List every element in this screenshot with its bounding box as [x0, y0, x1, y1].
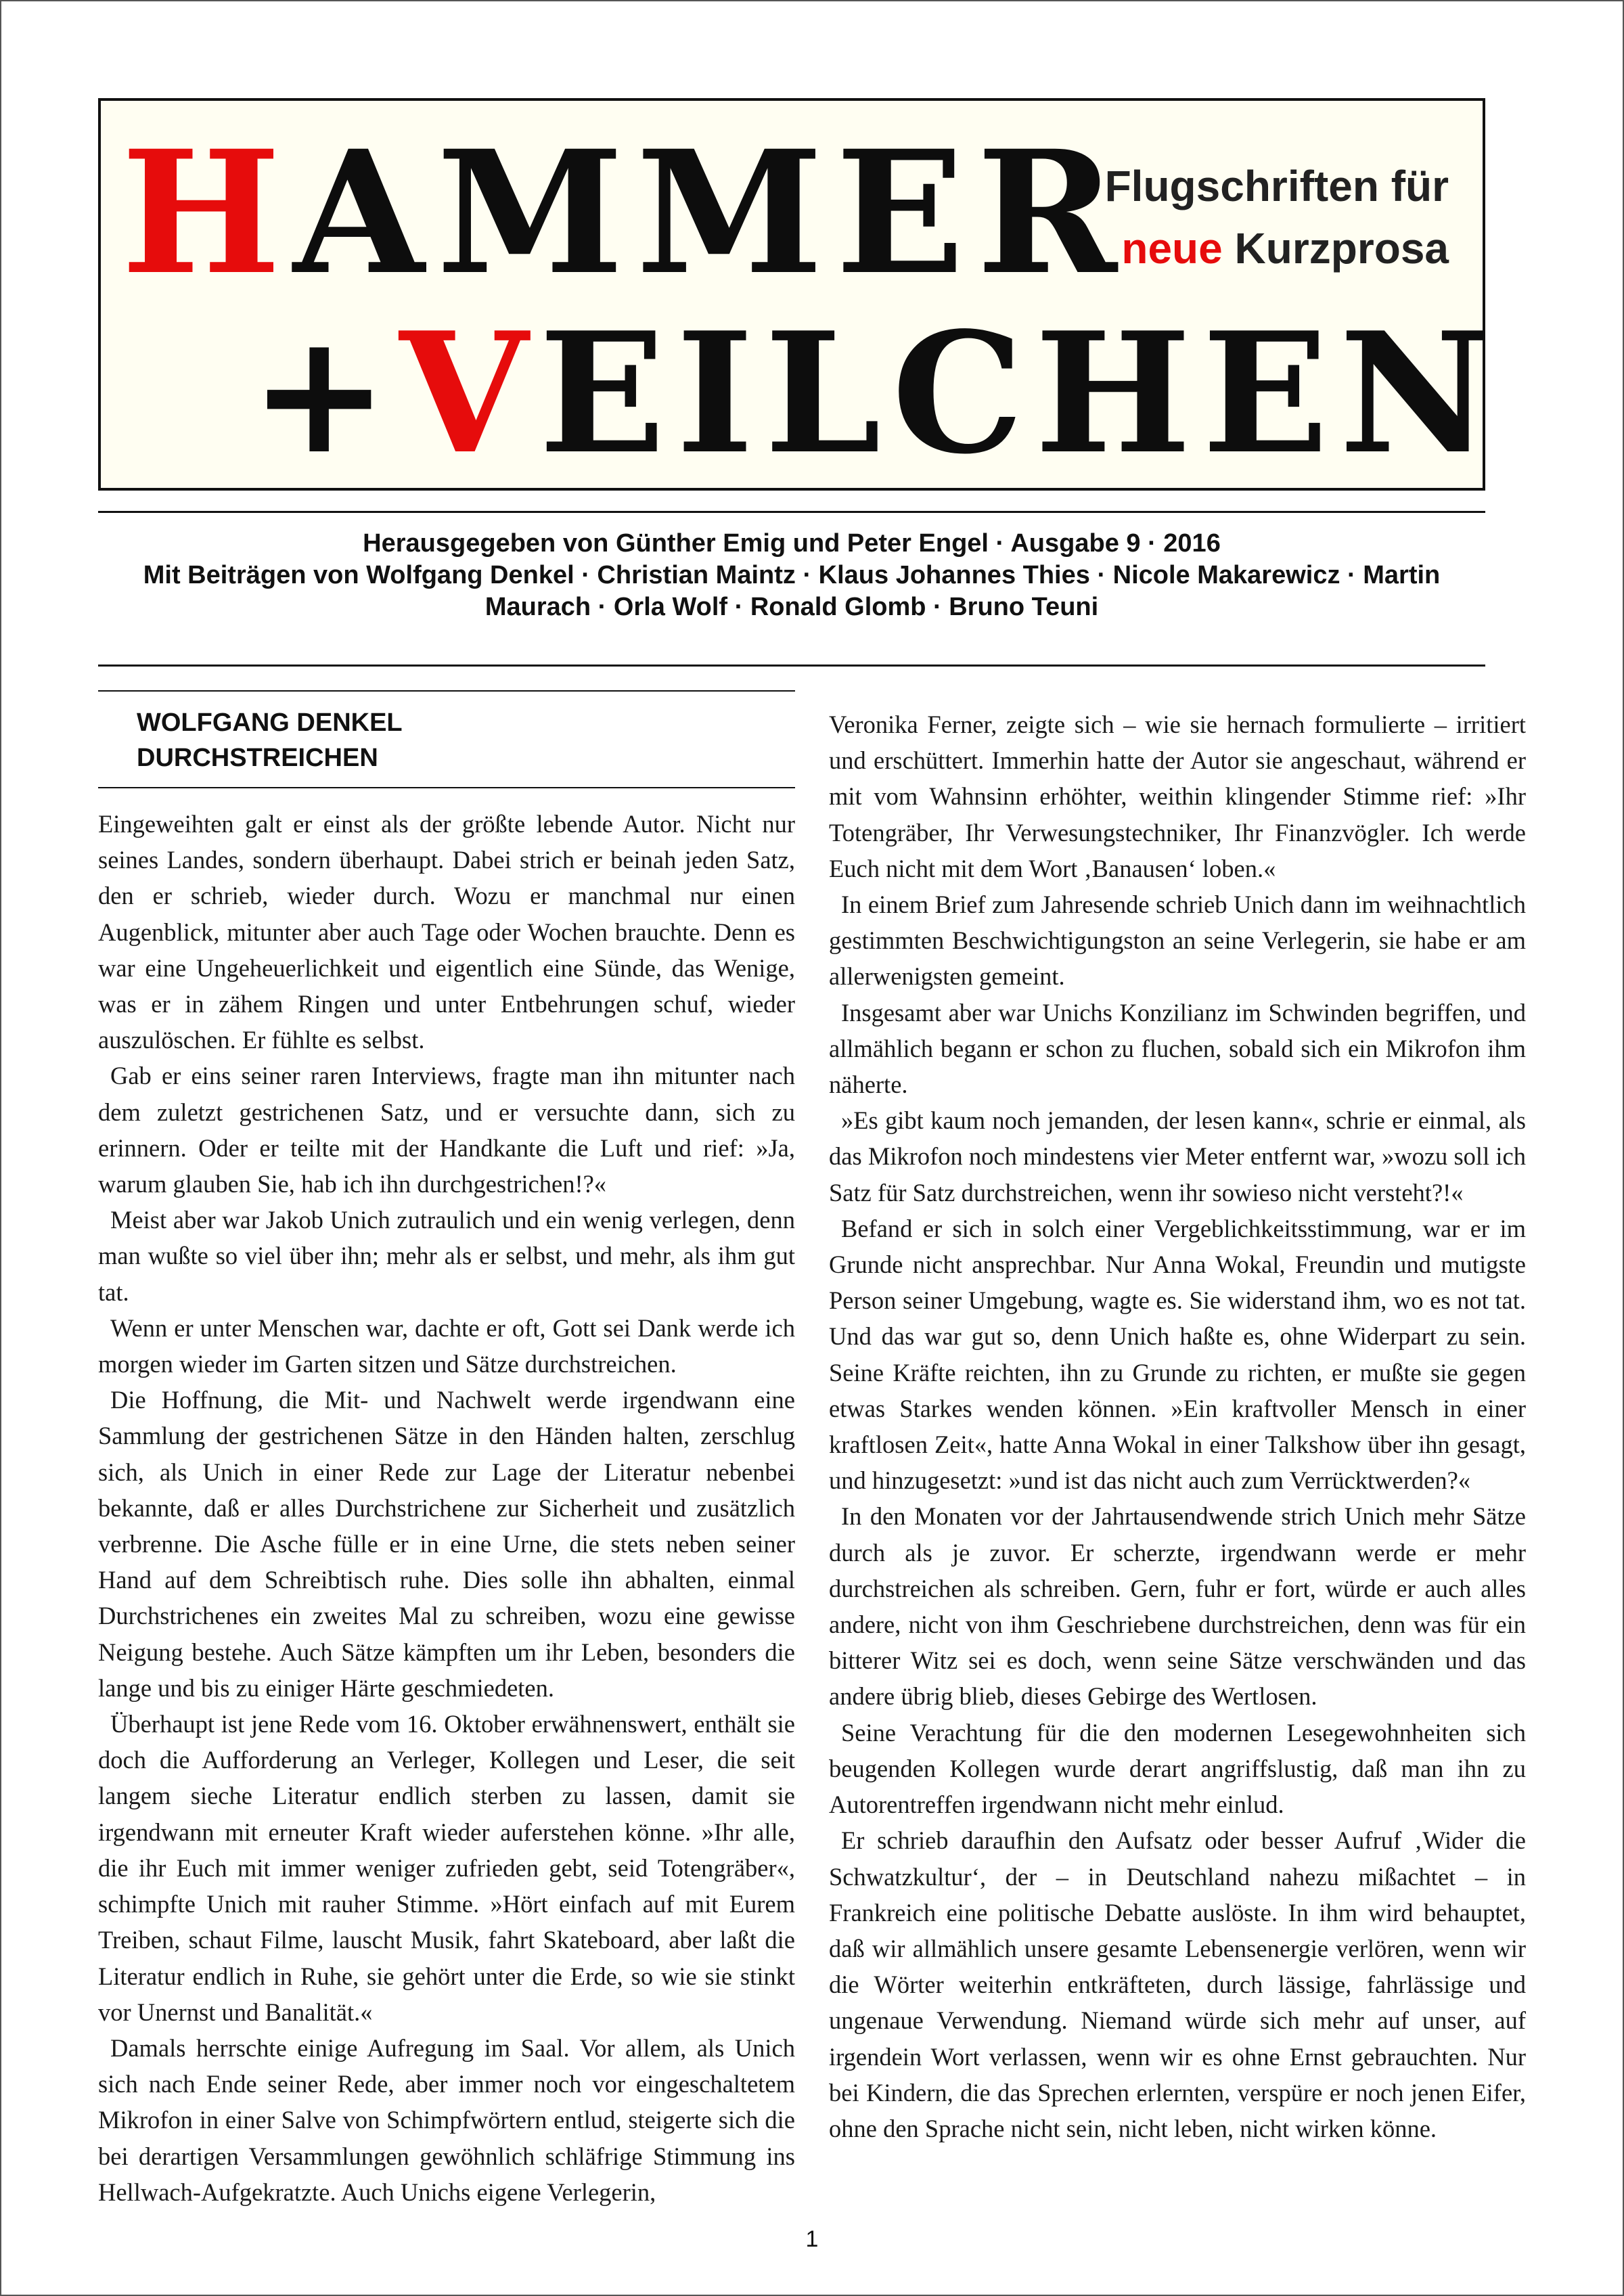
article-paragraph: Die Hoffnung, die Mit- und Nachwelt werde irgendwann eine Sammlung der gestrichenen Sätze in den Händen halten, zerschlug sich, als Unich in einer Rede zur Lage der Literatur nebenbei bekannte, daß er alles Durchstrichene zur Sicherheit und zusätzlich verbrenne. Die Asche fülle er in eine Urne, die stets neben seiner Hand auf dem Schreibtisch ruhe. Dies solle ihn abhalten, einmal Durchstrichenes ein zweites Mal zu schreiben, wozu eine gewisse Neigung bestehe. Auch Sätze kämpften um ihr Leben, besonders die lange und bis zu einiger Härte geschmiedeten.: [98, 1386, 795, 1702]
publishers-line: Herausgegeben von Günther Emig und Peter Engel · Ausgabe 9 · 2016: [363, 529, 1221, 558]
article-paragraph: Damals herrschte einige Aufregung im Saal. Vor allem, als Unich sich nach Ende seiner Rede, aber immer noch vor eingeschaltetem Mikrofon in einer Salve von Schimpfwörtern entlud, steigerte sich die bei derartigen Versammlungen gewöhnlich schläfrige Stimmung ins Hellwach-Aufgekratzte. Auch Unichs eigene Verlegerin,: [98, 2033, 795, 2206]
article-paragraph: Er schrieb daraufhin den Aufsatz oder besser Aufruf ‚Wider die Schwatzkultur‘, der – in Deutschland nahezu mißachtet – in Frankreich eine politische Debatte auslöste. In ihm wird behauptet, daß wir allmählich unsere gesamte Lebensenergie verlören, wenn wir die Wörter weiterhin entkräfteten, durch lässige, fahrlässige und ungenaue Verwendung. Niemand würde sich mehr auf unser, auf irgendein Wort verlassen, wenn wir es ohne Ernst gebrauchten. Nur bei Kindern, die das Sprechen erlernten, verspüre er noch jenen Eifer, ohne den Sprache nicht sein, nicht leben, nicht wirken könne.: [829, 1826, 1526, 2142]
article-paragraph: Gab er eins seiner raren Interviews, fragte man ihn mitunter nach dem zuletzt gestrichenen Satz, und er versuchte dann, sich zu erinnern. Oder er teilte mit der Handkante die Luft und rief: »Ja, warum glauben Sie, hab ich ihn durchgestrichen!?«: [98, 1062, 795, 1198]
article-rule-bottom: [98, 787, 795, 788]
tagline-line-2: [1105, 217, 1449, 279]
tagline-rest: Kurzprosa: [1234, 224, 1449, 273]
divider-bottom: [98, 665, 1485, 667]
article-paragraph: Wenn er unter Menschen war, dachte er oft, Gott sei Dank werde ich morgen wieder im Garten sitzen und Sätze durchstreichen.: [98, 1313, 795, 1378]
article-paragraph: In den Monaten vor der Jahrtausendwende strich Unich mehr Sätze durch als je zuvor. Er scherzte, irgendwann werde er mehr durchstreichen als schreiben. Gern, fuhr er fort, würde er auch alles andere, nicht von ihm Geschriebene durchstreichen, denn was für ein bitterer Witz sei es doch, wenn seine Sätze verschwänden und das andere übrig blieb, dieses Gebirge des Wertlosen.: [829, 1502, 1526, 1711]
contributors-line-1: Mit Beiträgen von Wolfgang Denkel · Christian Maintz · Klaus Johannes Thies · Nicole Makarewicz · Martin: [143, 561, 1441, 589]
article-column-left: [98, 806, 795, 2210]
masthead-plus-sign: +: [250, 298, 400, 491]
article-paragraph: Veronika Ferner, zeigte sich – wie sie hernach formulierte – irritiert und erschüttert. Immerhin hatte der Autor sie angeschaut, während er mit vom Wahnsinn erhöhter, weithin klingender Stimme rief: »Ihr Totengräber, Ihr Verwesungstechniker, Ihr Finanzvögler. Ich werde Euch nicht mit dem Wort ‚Banausen‘ loben.«: [829, 711, 1526, 882]
masthead-tagline: [1105, 155, 1449, 279]
masthead-word-ammer: AMMER: [293, 113, 1129, 312]
article-paragraph: »Es gibt kaum noch jemanden, der lesen kann«, schrie er einmal, als das Mikrofon noch mindestens vier Meter entfernt war, »wozu soll ich Satz für Satz durchstreichen, wenn ihr sowieso nicht versteht?!«: [829, 1106, 1526, 1207]
contributors-line-2: Maurach · Orla Wolf · Ronald Glomb · Bruno Teuni: [484, 593, 1099, 621]
article-paragraph: Seine Verachtung für die den modernen Lesegewohnheiten sich beugenden Kollegen wurde derart angriffslustig, daß man ihn zu Autorentreffen irgendwann nicht mehr einlud.: [829, 1718, 1526, 1819]
credits-block: [98, 528, 1485, 623]
article-rule-top: [98, 690, 795, 692]
tagline-accent-word: neue: [1121, 224, 1223, 273]
divider-top: [98, 511, 1485, 513]
article-paragraph: Meist aber war Jakob Unich zutraulich und ein wenig verlegen, denn man wußte so viel über ihn; mehr als er selbst, und mehr, als ihm gut tat.: [98, 1206, 795, 1306]
tagline-line-1: Flugschriften für: [1104, 162, 1449, 210]
article-author: WOLFGANG DENKEL: [137, 708, 403, 737]
article-column-right: [829, 706, 1526, 2146]
article-title: DURCHSTREICHEN: [137, 744, 378, 772]
page-number: 1: [805, 2226, 819, 2252]
article-paragraph: Überhaupt ist jene Rede vom 16. Oktober erwähnenswert, enthält sie doch die Aufforderung an Verleger, Kollegen und Leser, die seit langem sieche Literatur endlich sterben zu lassen, damit sie irgendwann mit erneuter Kraft wieder auferstehen könne. »Ihr alle, die ihr Euch mit immer weniger zufrieden gebt, seid Totengräber«, schimpfte Unich mit rauher Stimme. »Hört einfach auf mit Eurem Treiben, schaut Filme, lauscht Musik, fahrt Skateboard, aber laßt die Literatur endlich in Ruhe, sie gehört unter die Erde, so wie sie stinkt vor Unernst und Banalität.«: [98, 1710, 795, 2026]
masthead-title-hammer: [121, 113, 1129, 312]
article-paragraph: Befand er sich in solch einer Vergeblichkeitsstimmung, war er im Grunde nicht ansprechbar. Nur Anna Wokal, Freundin und mutigste Person seiner Umgebung, wagte es. Sie widerstand ihm, wo es not tat. Und das war gut so, denn Unich haßte es, ohne Widerpart zu sein. Seine Kräfte reichten, ihn zu Grunde zu richten, er mußte sie gegen etwas Starkes wenden können. »Ein kraftvoller Mensch in einer kraftlosen Zeit«, hatte Anna Wokal in einer Talkshow über ihn gesagt, und hinzugesetzt: »und ist das nicht auch zum Verrücktwerden?«: [829, 1214, 1526, 1495]
masthead-word-eilchen: EILCHEN: [539, 296, 1502, 491]
article-paragraph: Insgesamt aber war Unichs Konzilianz im Schwinden begriffen, und allmählich begann er schon zu fluchen, sobald sich ein Mikrofon ihm näherte.: [829, 998, 1526, 1099]
article-paragraph: In einem Brief zum Jahresende schrieb Unich dann im weihnachtlich gestimmten Beschwichtigungston an seine Verlegerin, sie habe er am allerwenigsten gemeint.: [829, 891, 1526, 991]
article-paragraph: Eingeweihten galt er einst als der größte lebende Autor. Nicht nur seines Landes, sondern überhaupt. Dabei strich er beinah jeden Satz, den er schrieb, wieder durch. Wozu er manchmal nur einen Augenblick, mitunter aber auch Tage oder Wochen brauchte. Denn es war eine Ungeheuerlichkeit und eigentlich eine Sünde, das Wenige, was er in zähem Ringen und unter Entbehrungen schuf, wieder auszulöschen. Er fühlte es selbst.: [98, 810, 795, 1054]
masthead-initial-v: V: [399, 296, 539, 491]
masthead-initial-h: H: [121, 113, 294, 312]
article-header: [137, 705, 403, 775]
masthead-title-veilchen: [250, 296, 1502, 491]
masthead: [98, 98, 1502, 491]
